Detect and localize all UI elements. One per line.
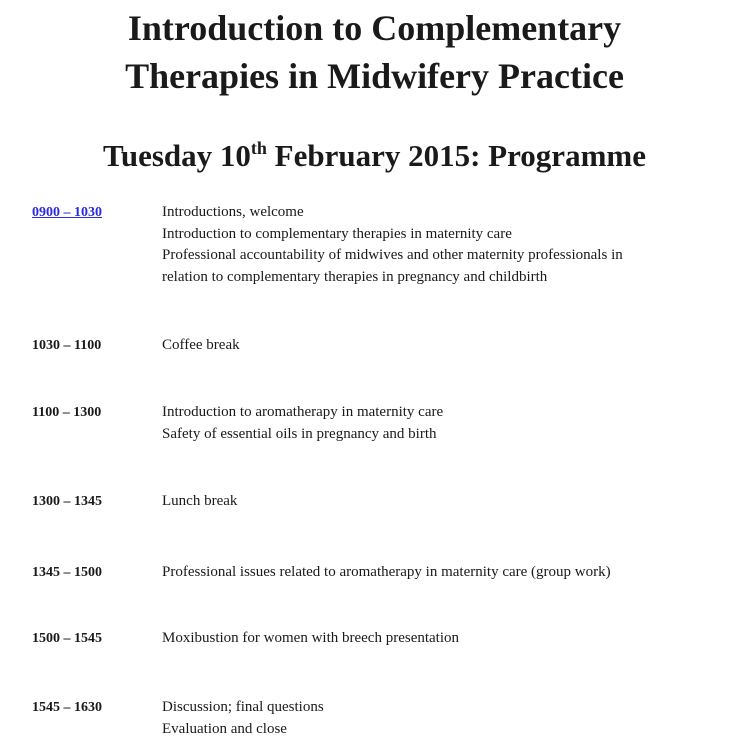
subtitle-rest: February 2015: Programme bbox=[266, 138, 646, 173]
session-item: relation to complementary therapies in pregnancy and childbirth bbox=[162, 268, 548, 285]
session-items bbox=[162, 402, 749, 445]
session-item: Coffee break bbox=[162, 337, 240, 353]
session-time: 1300 – 1345 bbox=[32, 494, 102, 509]
programme-date-heading bbox=[0, 134, 749, 182]
session-time: 1030 – 1100 bbox=[32, 338, 102, 353]
session-time: 1345 – 1500 bbox=[32, 565, 102, 580]
session-time: 1500 – 1545 bbox=[32, 631, 102, 646]
session-time: 1100 – 1300 bbox=[32, 405, 102, 420]
subtitle-date: Tuesday 10 bbox=[103, 138, 251, 173]
session-item: Introduction to complementary therapies in maternity care bbox=[162, 225, 512, 242]
session-item: Moxibustion for women with breech presentation bbox=[162, 630, 460, 646]
session-item: Discussion; final questions bbox=[162, 699, 324, 715]
session-item: Lunch break bbox=[162, 493, 238, 509]
session-item: Safety of essential oils in pregnancy and birth bbox=[162, 425, 437, 442]
title-line-2: Therapies in Midwifery Practice bbox=[125, 56, 624, 96]
session-item: Introduction to aromatherapy in maternity care bbox=[162, 404, 444, 420]
session-time-link[interactable]: 0900 – 1030 bbox=[32, 205, 102, 220]
session-items bbox=[162, 697, 749, 740]
session-items bbox=[162, 628, 749, 650]
session-time: 1545 – 1630 bbox=[32, 700, 102, 715]
session-item: Evaluation and close bbox=[162, 720, 287, 737]
document-title bbox=[0, 4, 749, 100]
session-items bbox=[162, 202, 749, 288]
session-item: Introductions, welcome bbox=[162, 204, 304, 220]
session-item: Professional issues related to aromatherapy in maternity care (group work) bbox=[162, 564, 611, 580]
session-items bbox=[162, 335, 749, 357]
session-items bbox=[162, 562, 749, 584]
subtitle-ordinal: th bbox=[250, 138, 267, 158]
session-item: Professional accountability of midwives and other maternity professionals in bbox=[162, 247, 623, 263]
title-line-1: Introduction to Complementary bbox=[127, 8, 622, 48]
session-items bbox=[162, 491, 749, 513]
